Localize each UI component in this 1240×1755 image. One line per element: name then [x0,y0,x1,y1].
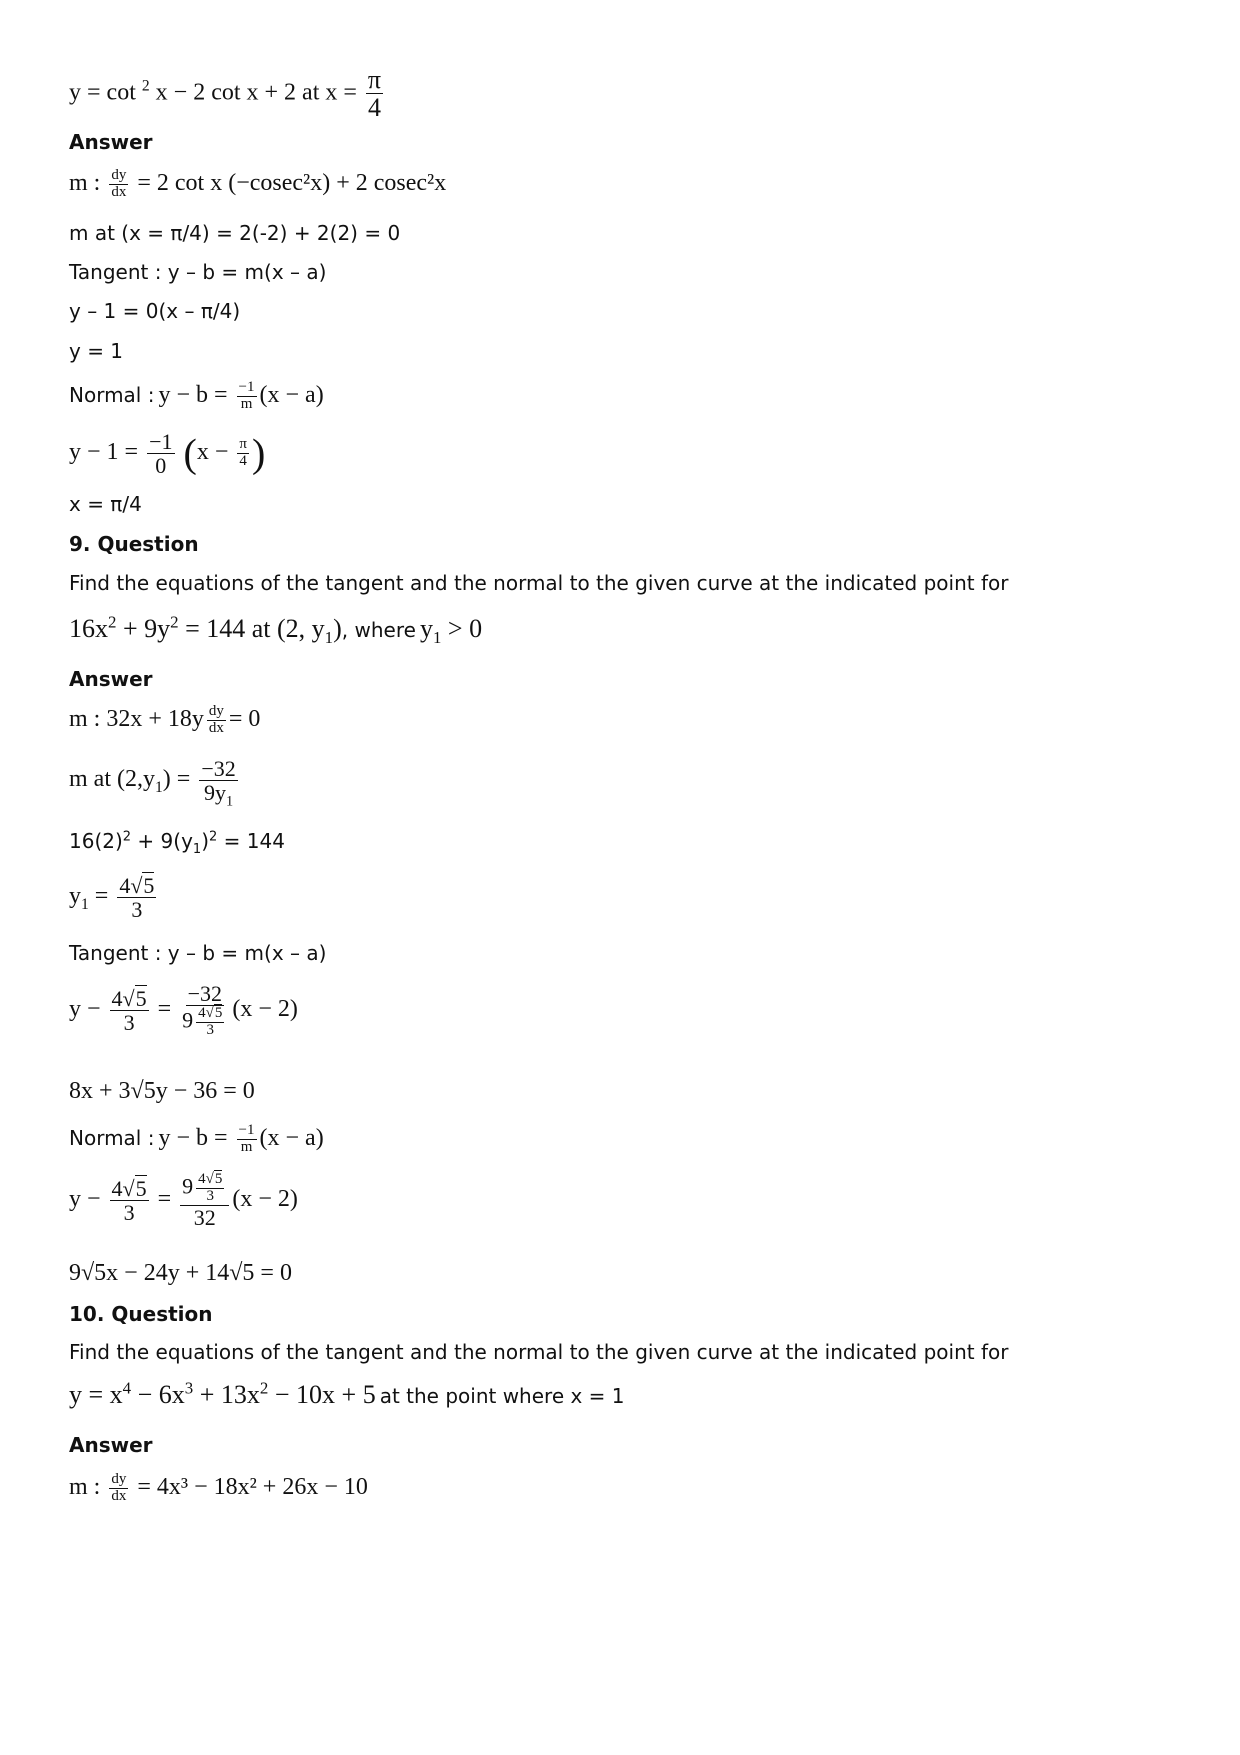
normal-label: Normal : [69,382,155,407]
normal-label: Normal : [69,1125,155,1150]
q8-answer-label: Answer [69,130,153,154]
normal-sub-lhs: y − 1 = [69,439,139,466]
m-prefix: m : [69,1473,101,1500]
q9-normal-result: 9√5x − 24y + 14√5 = 0 [69,1260,292,1286]
q8-tangent-result: y = 1 [69,339,124,363]
q9-prompt: Find the equations of the tangent and the normal to the given curve at the indicated point for [69,571,1009,595]
q8-slope-derivative [69,168,446,201]
q8-slope-rhs: = 2 cot x (−cosec²x) + 2 cosec²x [137,169,447,196]
q9-y1-value: $y_1$ = $\frac{4√5}{3}$ [69,873,155,923]
dy-dx-fraction: $\frac{dy}{dx}$ [111,1471,127,1504]
normal-slope-fraction: 9 $\frac{4√5}{3}$ 32 [180,1172,229,1229]
q9-slope-derivative: m : 32x + 18y $\frac{dy}{dx}$ = 0 [69,703,261,736]
q8-slope-at-point: m at (x = π/4) = 2(-2) + 2(2) = 0 [69,221,401,245]
q9-tangent-formula: Tangent : y – b = m(x – a) [69,941,327,965]
q10-slope-rhs: = 4x³ − 18x² + 26x − 10 [137,1473,368,1500]
q9-point-substitution: $16(2)^2 + 9(y_1)^2 = 144$ [69,829,285,857]
dy-dx-fraction: $\frac{dy}{dx}$ [111,167,127,200]
q8-tangent-formula: Tangent : y – b = m(x – a) [69,260,327,284]
q8-normal-substitution: y − 1 = $\frac{-1}{0}$ (x − $\frac{\pi}{4}$ ) [69,429,266,479]
pi-over-4-small-fraction: $\frac{\pi}{4}$ [239,436,247,470]
point-eq-part-1: 16(2) [69,829,123,853]
q10-title: 10. Question [69,1302,213,1326]
dy-dx-fraction: $\frac{dy}{dx}$ [208,703,224,736]
point-eq-part-2: + 9(y [131,829,193,853]
four-root5-over-3-fraction: $\frac{4√5}{3}$ [119,873,155,923]
neg-one-over-m-fraction: $\frac{-1}{m}$ [238,1122,255,1155]
pi-over-4-fraction: $\frac{\pi}{4}$ [367,65,382,123]
q8-normal-result: x = π/4 [69,492,142,516]
prev-question-equation: y = cot $^2$ x − 2 cot x + 2 at x = $\frac{\pi}{4}$ [69,65,382,123]
q9-normal-substitution: y − $\frac{4√5}{3}$ = 9 $\frac{4√5}{3}$ 32 (x − 2) [69,1171,298,1230]
q9-answer-label: Answer [69,667,153,691]
m-prefix: m : [69,169,101,196]
q9-m-at-prefix: m at (2,y [69,766,155,793]
q10-curve-equation: $y = x^4 - 6x^3 + 13x^2 - 10x + 5$ at the point where x = 1 [69,1378,625,1409]
q10-answer-label: Answer [69,1433,153,1457]
q9-title: 9. Question [69,532,199,556]
neg32-over-9y1-fraction: $\frac{-32}{9y_1}$ [201,756,236,810]
four-root5-over-3-fraction: $\frac{4√5}{3}$ [111,985,147,1035]
q10-point-text: at the point where x = 1 [379,1384,625,1408]
four-root5-over-3-fraction: $\frac{4√5}{3}$ [111,1175,147,1225]
point-eq-part-3: = 144 [217,829,285,853]
neg-one-over-m-fraction: $\frac{-1}{m}$ [238,379,255,412]
q10-prompt: Find the equations of the tangent and the normal to the given curve at the indicated point for [69,1340,1009,1364]
tangent-slope-fraction: −32 9 $\frac{4√5}{3}$ [182,981,223,1038]
q9-m-diff: m : 32x + 18y [69,705,204,732]
neg-one-over-zero-fraction: $\frac{-1}{0}$ [149,429,173,479]
q9-normal-formula: Normal : y − b = $\frac{-1}{m}$ (x − a) [69,1122,324,1155]
q9-tangent-substitution: y − $\frac{4√5}{3}$ = −32 9 $\frac{4√5}{3}$ (x − 2) [69,981,298,1038]
where-text: where [354,618,416,642]
q9-curve-equation: $16x^2 + 9y^2 = 144$ at (2, $y_1$), where $y_1 > 0$ [69,612,483,648]
q9-tangent-result: 8x + 3√5y − 36 = 0 [69,1078,255,1104]
q9-slope-at-point: m at $(2,y_1)$ = $\frac{-32}{9y_1}$ [69,756,236,810]
q10-slope-derivative [69,1472,368,1505]
q8-normal-formula: Normal : y − b = $\frac{-1}{m}$ (x − a) [69,379,324,412]
q8-tangent-substitution: y – 1 = 0(x – π/4) [69,299,241,323]
